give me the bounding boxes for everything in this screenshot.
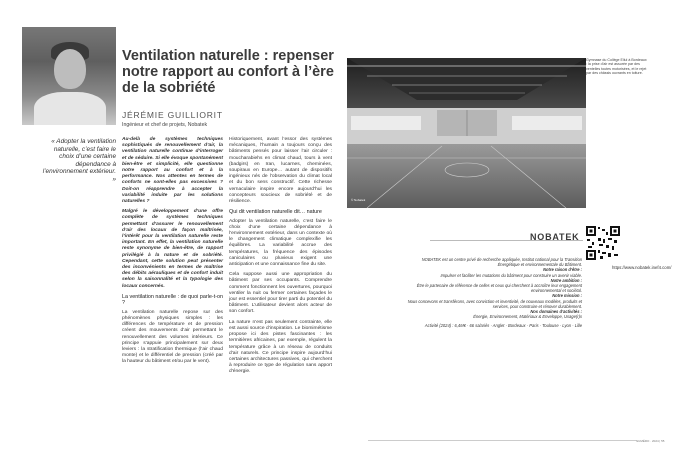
body-paragraph: Historiquement, avant l’essor des systèmes mécaniques, l’humain a toujours conçu des bâtiments pensés pour laisser l’air circuler : moucharabiehs en climat chaud, tours à vent (badgirs) en Iran, lucarnes, cheminées, soupiraux en Europe… autant de dispositifs ingénieux nés de l’observation du climat local et du bon sens constructif. Cette richesse vernaculaire inspire encore aujourd’hui les concepteurs soucieux de sobriété et de résilience. bbox=[229, 137, 332, 205]
author-role: Ingénieur et chef de projets, Nobatek bbox=[122, 122, 208, 128]
photo-caption: Gymnase du Collège Ellul à Bordeaux : la prise d’air est assurée par des ventelles toutes motorisées, et le rejet par des châssis ouvrants en toiture. bbox=[586, 58, 647, 75]
portrait-face bbox=[54, 49, 86, 89]
article-title: Ventilation naturelle : repenser notre rapport au confort à l’ère de la sobriété bbox=[122, 48, 334, 96]
author-portrait bbox=[22, 27, 116, 125]
body-paragraph: Cela suppose aussi une appropriation du bâtiment par ses occupants. Comprendre comment fonctionnent les ouvertures, pourquoi ventiler la nuit ou fermer certaines façades le jour est essentiel pour tirer parti du potentiel du bâtiment. L’utilisateur devient alors acteur de son confort. bbox=[229, 272, 332, 315]
pull-quote: « Adopter la ventilation naturelle, c’est faire le choix d’une certaine dépendance à l’environnement extérieur. » bbox=[42, 138, 116, 183]
gymnasium-illustration bbox=[347, 58, 586, 208]
body-paragraph: Adopter la ventilation naturelle, c’est faire le choix d’une certaine dépendance à l’environnement extérieur, dans un contexte où le changement climatique complexifie les équilibres. La variabilité accrue des températures, la fréquence des épisodes caniculaires ou pluvieux exigent une anticipation et une connaissance fine du site. bbox=[229, 218, 332, 268]
footer-rule bbox=[368, 440, 636, 441]
company-activity: Activité (2024) : 6,4M€ · 66 salariés · Anglet · Bordeaux · Paris · Toulouse · Lyon · Lille bbox=[424, 323, 582, 329]
intro-paragraph-2: Malgré le développement d’une offre complète de systèmes techniques permettant d’assurer le renouvellement d’air des locaux de façon maîtrisée, l’intérêt pour la ventilation naturelle reste important. En effet, la ventilation naturelle reste synonyme de bien-être, de rapport privilégié à la nature et de sobriété. Cependant, cette solution peut présenter des inconvénients en termes de maîtrise des débits aérauliques et de confort induit selon la saisonnalité et la typologie des locaux concernés. bbox=[122, 209, 223, 289]
company-name: NOBATEK bbox=[530, 232, 580, 242]
author-name: JÉRÉMIE GUILLIORIT bbox=[122, 110, 223, 120]
page-number: NUMÉRO · 2024 | 55 bbox=[636, 439, 665, 443]
intro-paragraph-1: Au-delà de systèmes techniques sophistiqués de renouvellement d’air, la ventilation naturelle continue d’interroger et de séduire. Si elle évoque spontanément bien-être et simplicité, elle questionne notre rapport au confort et à la performance. Nos attentes en termes de conforts ne sont-elles pas excessives ? Doit-on réapprendre à accepter la variabilité induite par les solutions naturelles ? bbox=[122, 137, 223, 205]
raison-text: Impulser et faciliter les mutations du bâtiment pour construire un avenir viable. bbox=[440, 272, 582, 278]
gymnasium-photo bbox=[347, 58, 586, 208]
qr-code-icon bbox=[586, 226, 620, 260]
mission-text: Nous concevons et transférons, avec conviction et inventivité, de nouveaux modèles, produits et services, pour construire et rénover durablement. bbox=[407, 298, 582, 309]
company-intro: NOBATEK est un centre privé de recherche appliquée, Institut national pour la Transition Énergétique et environnementale du Bâtiment. bbox=[421, 257, 582, 268]
section-heading-1: La ventilation naturelle : de quoi parle-t-on ? bbox=[122, 293, 223, 307]
body-paragraph: La ventilation naturelle repose sur des phénomènes physiques simples : les différences de température et de pression créent des mouvements d’air permettant le renouvellement des volumes intérieurs. Ce principe s’appuie principalement sur deux leviers : la stratification thermique (l’air chaud monte) et le différentiel de pression (créé par la hauteur du bâtiment et/ou par le vent). bbox=[122, 309, 223, 365]
mission-label: Notre mission : bbox=[552, 293, 582, 299]
portrait-shirt bbox=[34, 92, 106, 125]
qr-code-graphic bbox=[586, 226, 620, 260]
domaines-text: Énergie, Environnement, Matériaux & Enveloppe, Usage(r)s bbox=[473, 314, 582, 320]
body-paragraph: La nature n’est pas seulement contrainte, elle est aussi source d’inspiration. Le biomimétisme propose ici des pistes fascinantes : les termitières africaines, par exemple, régulent la température grâce à un réseau de conduits d’air naturels. Ce principe inspire aujourd’hui certaines architectures passives, qui cherchent à reproduire ce type de régulation sans apport d’énergie. bbox=[229, 319, 332, 375]
ambition-text: Être le partenaire de référence de celles et ceux qui cherchent à accroître leur engagement environnemental et sociétal. bbox=[416, 283, 582, 294]
ambition-label: Notre ambition : bbox=[550, 277, 582, 283]
photo-credit: © Nobatek bbox=[351, 198, 366, 202]
domaines-label: Nos domaines d’activités : bbox=[530, 309, 582, 315]
company-info bbox=[406, 257, 582, 329]
company-website-link[interactable]: https://www.nobatek.inef4.com/ bbox=[612, 265, 672, 270]
article-column-2 bbox=[229, 137, 332, 380]
article-column-1 bbox=[122, 137, 223, 370]
section-heading-2: Qui dit ventilation naturelle dit… nature bbox=[229, 209, 322, 216]
raison-label: Notre raison d’être : bbox=[543, 267, 582, 273]
